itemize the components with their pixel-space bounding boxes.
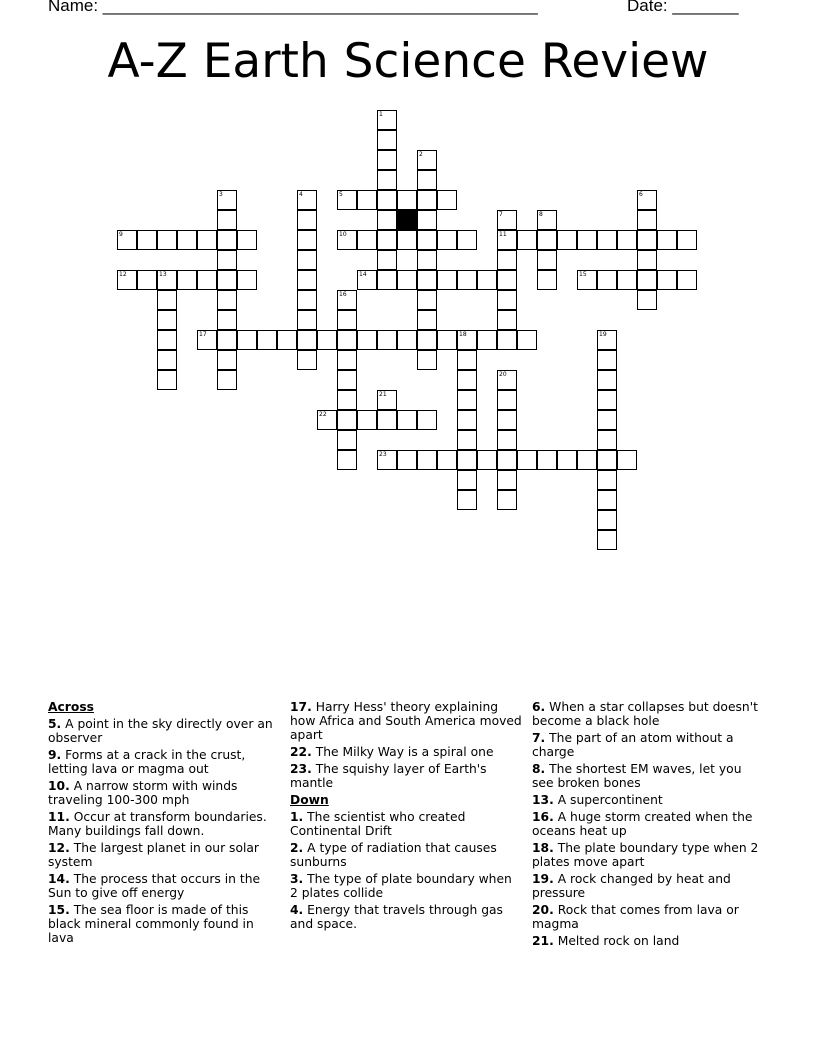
crossword-cell[interactable] [637, 230, 657, 250]
clue-number: 17 [199, 331, 207, 338]
crossword-cell[interactable] [337, 390, 357, 410]
crossword-cell[interactable] [597, 270, 617, 290]
crossword-cell[interactable] [537, 270, 557, 290]
clue-text: The type of plate boundary when 2 plates collide [290, 872, 512, 900]
crossword-cell[interactable] [377, 250, 397, 270]
clue-number: 7 [499, 211, 503, 218]
crossword-cell[interactable] [417, 230, 437, 250]
crossword-cell[interactable] [397, 230, 417, 250]
clue-text: The shortest EM waves, let you see broken bones [532, 762, 742, 790]
crossword-cell[interactable] [417, 410, 437, 430]
crossword-cell[interactable] [377, 110, 397, 130]
crossword-cell[interactable] [637, 290, 657, 310]
crossword-black-cell [397, 210, 417, 230]
clue-text: Occur at transform boundaries. Many buildings fall down. [48, 810, 267, 838]
clue-number: 3 [219, 191, 223, 198]
clue-number: 9 [119, 231, 123, 238]
crossword-cell[interactable] [557, 450, 577, 470]
crossword-cell[interactable] [297, 270, 317, 290]
clue-number: 9. [48, 748, 62, 762]
down-clue [532, 841, 764, 869]
crossword-cell[interactable] [337, 410, 357, 430]
crossword-cell[interactable] [497, 430, 517, 450]
clue-number: 3. [290, 872, 304, 886]
crossword-cell[interactable] [417, 190, 437, 210]
crossword-cell[interactable] [377, 170, 397, 190]
crossword-cell[interactable] [157, 290, 177, 310]
crossword-cell[interactable] [297, 350, 317, 370]
crossword-cell[interactable] [497, 450, 517, 470]
crossword-cell[interactable] [377, 210, 397, 230]
clue-column-1 [48, 700, 280, 948]
across-clue [290, 762, 522, 790]
crossword-cell[interactable] [497, 310, 517, 330]
crossword-cell[interactable] [537, 210, 557, 230]
crossword-cell[interactable] [577, 230, 597, 250]
clue-number: 12. [48, 841, 70, 855]
crossword-cell[interactable] [457, 490, 477, 510]
crossword-cell[interactable] [357, 230, 377, 250]
crossword-cell[interactable] [597, 230, 617, 250]
clue-number: 12 [119, 271, 127, 278]
crossword-cell[interactable] [177, 270, 197, 290]
down-clue [290, 872, 522, 900]
crossword-cell[interactable] [617, 270, 637, 290]
crossword-cell[interactable] [297, 330, 317, 350]
crossword-cell[interactable] [597, 370, 617, 390]
crossword-cell[interactable] [537, 250, 557, 270]
crossword-cell[interactable] [457, 430, 477, 450]
clue-number: 17. [290, 700, 312, 714]
crossword-cell[interactable] [117, 230, 137, 250]
crossword-cell[interactable] [537, 230, 557, 250]
crossword-cell[interactable] [457, 410, 477, 430]
name-field[interactable]: Name: ______________________________________________ [48, 0, 538, 15]
crossword-cell[interactable] [497, 330, 517, 350]
clue-text: A narrow storm with winds traveling 100-300 mph [48, 779, 238, 807]
crossword-cell[interactable] [477, 330, 497, 350]
down-clue [532, 700, 764, 728]
crossword-cell[interactable] [677, 230, 697, 250]
crossword-cell[interactable] [477, 450, 497, 470]
crossword-cell[interactable] [437, 450, 457, 470]
crossword-cell[interactable] [297, 230, 317, 250]
crossword-cell[interactable] [297, 190, 317, 210]
clue-number: 2. [290, 841, 304, 855]
crossword-cell[interactable] [377, 130, 397, 150]
clue-number: 6. [532, 700, 546, 714]
across-clue [48, 841, 280, 869]
clue-number: 1 [379, 111, 383, 118]
across-clue [48, 748, 280, 776]
clue-number: 15 [579, 271, 587, 278]
crossword-cell[interactable] [597, 390, 617, 410]
clue-number: 19 [599, 331, 607, 338]
crossword-cell[interactable] [377, 330, 397, 350]
crossword-cell[interactable] [517, 330, 537, 350]
crossword-cell[interactable] [417, 270, 437, 290]
clue-column-2 [290, 700, 522, 934]
crossword-cell[interactable] [337, 350, 357, 370]
crossword-cell[interactable] [617, 450, 637, 470]
crossword-cell[interactable] [397, 410, 417, 430]
clue-text: A huge storm created when the oceans heat up [532, 810, 753, 838]
clue-text: When a star collapses but doesn't become a black hole [532, 700, 758, 728]
crossword-cell[interactable] [177, 230, 197, 250]
clue-number: 16 [339, 291, 347, 298]
crossword-cell[interactable] [337, 450, 357, 470]
crossword-cell[interactable] [637, 210, 657, 230]
across-heading: Across [48, 700, 94, 714]
clue-number: 5. [48, 717, 62, 731]
clue-number: 15. [48, 903, 70, 917]
crossword-cell[interactable] [257, 330, 277, 350]
clue-number: 13 [159, 271, 167, 278]
down-clue [532, 903, 764, 931]
down-clue [290, 841, 522, 869]
crossword-cell[interactable] [397, 450, 417, 470]
clue-number: 1. [290, 810, 304, 824]
crossword-cell[interactable] [397, 270, 417, 290]
down-clue [532, 934, 764, 948]
crossword-cell[interactable] [497, 210, 517, 230]
crossword-cell[interactable] [157, 350, 177, 370]
clue-text: The part of an atom without a charge [532, 731, 734, 759]
crossword-cell[interactable] [597, 450, 617, 470]
crossword-cell[interactable] [437, 270, 457, 290]
clue-text: A point in the sky directly over an observer [48, 717, 273, 745]
down-clue [532, 762, 764, 790]
crossword-cell[interactable] [357, 270, 377, 290]
crossword-cell[interactable] [217, 270, 237, 290]
crossword-cell[interactable] [597, 350, 617, 370]
crossword-cell[interactable] [237, 330, 257, 350]
crossword-cell[interactable] [157, 330, 177, 350]
clue-number: 2 [419, 151, 423, 158]
crossword-cell[interactable] [477, 270, 497, 290]
down-clue [532, 793, 764, 807]
clue-number: 14. [48, 872, 70, 886]
crossword-cell[interactable] [337, 310, 357, 330]
crossword-cell[interactable] [497, 290, 517, 310]
crossword-cell[interactable] [297, 210, 317, 230]
clue-text: The Milky Way is a spiral one [315, 745, 494, 759]
crossword-cell[interactable] [157, 230, 177, 250]
crossword-cell[interactable] [677, 270, 697, 290]
clue-text: A rock changed by heat and pressure [532, 872, 731, 900]
clue-text: A supercontinent [557, 793, 663, 807]
clue-number: 4 [299, 191, 303, 198]
crossword-cell[interactable] [377, 230, 397, 250]
crossword-cell[interactable] [217, 230, 237, 250]
crossword-cell[interactable] [657, 270, 677, 290]
crossword-cell[interactable] [637, 250, 657, 270]
crossword-cell[interactable] [637, 190, 657, 210]
crossword-cell[interactable] [397, 330, 417, 350]
crossword-cell[interactable] [577, 270, 597, 290]
crossword-cell[interactable] [517, 450, 537, 470]
clue-text: A type of radiation that causes sunburns [290, 841, 497, 869]
clue-number: 10. [48, 779, 70, 793]
clue-number: 22 [319, 411, 327, 418]
crossword-cell[interactable] [417, 210, 437, 230]
clue-number: 10 [339, 231, 347, 238]
crossword-cell[interactable] [217, 190, 237, 210]
clue-number: 4. [290, 903, 304, 917]
clue-text: The sea floor is made of this black mineral commonly found in lava [48, 903, 254, 945]
crossword-cell[interactable] [117, 270, 137, 290]
clue-number: 8 [539, 211, 543, 218]
clue-text: The scientist who created Continental Drift [290, 810, 466, 838]
crossword-cell[interactable] [497, 230, 517, 250]
crossword-cell[interactable] [217, 370, 237, 390]
crossword-cell[interactable] [417, 310, 437, 330]
crossword-cell[interactable] [597, 330, 617, 350]
crossword-cell[interactable] [497, 490, 517, 510]
crossword-cell[interactable] [457, 350, 477, 370]
clue-number: 13. [532, 793, 554, 807]
clue-number: 23 [379, 451, 387, 458]
crossword-cell[interactable] [437, 230, 457, 250]
crossword-cell[interactable] [357, 330, 377, 350]
clue-number: 18. [532, 841, 554, 855]
crossword-cell[interactable] [337, 430, 357, 450]
clue-number: 6 [639, 191, 643, 198]
crossword-cell[interactable] [317, 410, 337, 430]
crossword-cell[interactable] [297, 290, 317, 310]
crossword-cell[interactable] [217, 330, 237, 350]
crossword-cell[interactable] [137, 270, 157, 290]
crossword-cell[interactable] [417, 290, 437, 310]
across-clue [48, 779, 280, 807]
crossword-cell[interactable] [497, 410, 517, 430]
crossword-cell[interactable] [597, 510, 617, 530]
crossword-cell[interactable] [377, 390, 397, 410]
crossword-cell[interactable] [457, 330, 477, 350]
crossword-cell[interactable] [457, 470, 477, 490]
crossword-cell[interactable] [497, 470, 517, 490]
crossword-cell[interactable] [497, 250, 517, 270]
crossword-cell[interactable] [157, 310, 177, 330]
crossword-cell[interactable] [457, 370, 477, 390]
crossword-cell[interactable] [337, 290, 357, 310]
clue-text: Harry Hess' theory explaining how Africa and South America moved apart [290, 700, 522, 742]
crossword-cell[interactable] [197, 230, 217, 250]
clue-text: The largest planet in our solar system [48, 841, 259, 869]
down-clue [532, 872, 764, 900]
crossword-cell[interactable] [137, 230, 157, 250]
down-clue [532, 731, 764, 759]
clue-number: 20. [532, 903, 554, 917]
clue-number: 8. [532, 762, 546, 776]
crossword-cell[interactable] [337, 330, 357, 350]
crossword-cell[interactable] [397, 190, 417, 210]
clue-number: 19. [532, 872, 554, 886]
crossword-cell[interactable] [217, 290, 237, 310]
crossword-cell[interactable] [557, 230, 577, 250]
crossword-cell[interactable] [497, 370, 517, 390]
clue-text: Forms at a crack in the crust, letting lava or magma out [48, 748, 246, 776]
crossword-cell[interactable] [457, 450, 477, 470]
clue-column-3 [532, 700, 764, 951]
page-title: A-Z Earth Science Review [107, 34, 709, 89]
clue-text: The squishy layer of Earth's mantle [290, 762, 487, 790]
crossword-cell[interactable] [237, 270, 257, 290]
crossword-cell[interactable] [377, 190, 397, 210]
date-field[interactable]: Date: _______ [627, 0, 739, 15]
clue-text: Melted rock on land [557, 934, 680, 948]
crossword-cell[interactable] [237, 230, 257, 250]
across-clue [48, 872, 280, 900]
crossword-cell[interactable] [297, 310, 317, 330]
crossword-cell[interactable] [457, 390, 477, 410]
clue-number: 18 [459, 331, 467, 338]
crossword-cell[interactable] [217, 210, 237, 230]
crossword-cell[interactable] [217, 250, 237, 270]
down-clue [290, 810, 522, 838]
crossword-cell[interactable] [337, 370, 357, 390]
crossword-cell[interactable] [417, 350, 437, 370]
across-clue [48, 810, 280, 838]
down-clue [532, 810, 764, 838]
crossword-cell[interactable] [297, 250, 317, 270]
crossword-cell[interactable] [197, 330, 217, 350]
crossword-cell[interactable] [377, 150, 397, 170]
crossword-cell[interactable] [497, 270, 517, 290]
across-clue [48, 903, 280, 945]
crossword-cell[interactable] [197, 270, 217, 290]
crossword-cell[interactable] [597, 490, 617, 510]
clue-number: 5 [339, 191, 343, 198]
crossword-cell[interactable] [417, 450, 437, 470]
clue-number: 20 [499, 371, 507, 378]
crossword-cell[interactable] [457, 230, 477, 250]
across-clue [290, 700, 522, 742]
clue-text: Energy that travels through gas and space. [290, 903, 503, 931]
crossword-cell[interactable] [277, 330, 297, 350]
crossword-cell[interactable] [657, 230, 677, 250]
crossword-cell[interactable] [597, 430, 617, 450]
clue-number: 16. [532, 810, 554, 824]
crossword-cell[interactable] [437, 190, 457, 210]
clue-text: Rock that comes from lava or magma [532, 903, 739, 931]
crossword-cell[interactable] [357, 410, 377, 430]
clue-number: 23. [290, 762, 312, 776]
clue-number: 21 [379, 391, 387, 398]
clue-number: 21. [532, 934, 554, 948]
down-heading: Down [290, 793, 329, 807]
clue-number: 14 [359, 271, 367, 278]
down-clue [290, 903, 522, 931]
crossword-cell[interactable] [457, 270, 477, 290]
crossword-cell[interactable] [337, 230, 357, 250]
crossword-cell[interactable] [597, 410, 617, 430]
crossword-cell[interactable] [337, 190, 357, 210]
crossword-cell[interactable] [377, 410, 397, 430]
crossword-cell[interactable] [417, 250, 437, 270]
crossword-cell[interactable] [217, 350, 237, 370]
crossword-cell[interactable] [497, 390, 517, 410]
crossword-cell[interactable] [417, 150, 437, 170]
across-clue [290, 745, 522, 759]
crossword-cell[interactable] [417, 330, 437, 350]
clue-number: 11 [499, 231, 507, 238]
crossword-cell[interactable] [217, 310, 237, 330]
crossword-cell[interactable] [597, 470, 617, 490]
across-clue [48, 717, 280, 745]
crossword-cell[interactable] [377, 270, 397, 290]
crossword-cell[interactable] [377, 450, 397, 470]
crossword-cell[interactable] [597, 530, 617, 550]
crossword-cell[interactable] [537, 450, 557, 470]
crossword-cell[interactable] [577, 450, 597, 470]
clue-text: The plate boundary type when 2 plates move apart [532, 841, 759, 869]
crossword-cell[interactable] [437, 330, 457, 350]
crossword-cell[interactable] [637, 270, 657, 290]
crossword-cell[interactable] [617, 230, 637, 250]
clue-number: 22. [290, 745, 312, 759]
crossword-cell[interactable] [157, 370, 177, 390]
crossword-cell[interactable] [517, 230, 537, 250]
crossword-cell[interactable] [357, 190, 377, 210]
clue-number: 7. [532, 731, 546, 745]
crossword-cell[interactable] [317, 330, 337, 350]
crossword-cell[interactable] [157, 270, 177, 290]
clue-text: The process that occurs in the Sun to give off energy [48, 872, 261, 900]
clue-number: 11. [48, 810, 70, 824]
crossword-cell[interactable] [417, 170, 437, 190]
